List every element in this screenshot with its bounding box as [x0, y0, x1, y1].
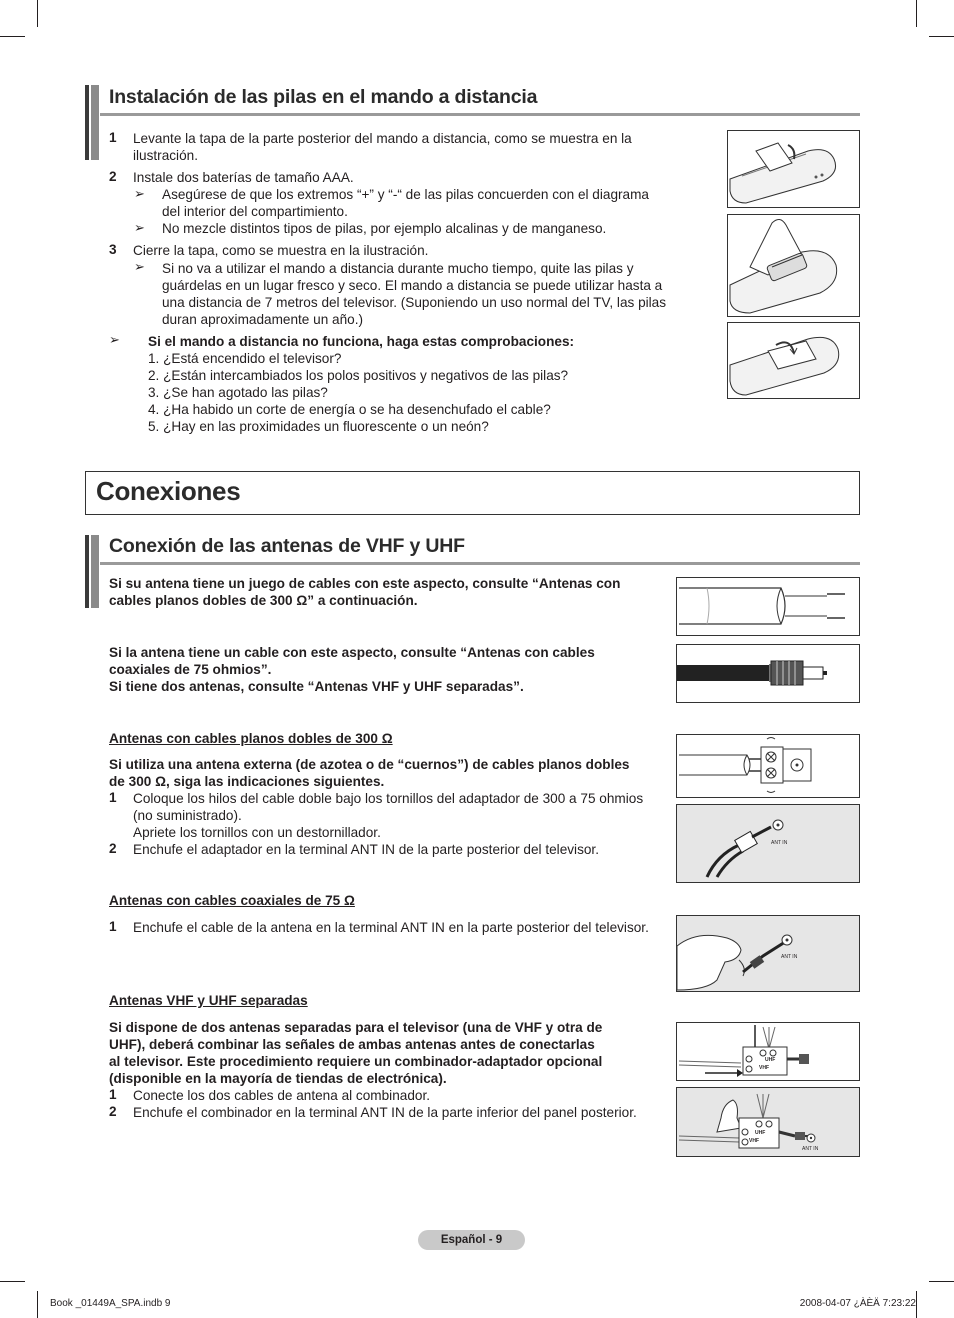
intro-text: Si su antena tiene un juego de cables con este aspecto, consulte “Antenas con — [109, 576, 621, 591]
footer-timestamp: 2008-04-07 ¿ÀÈÄ 7:23:22 — [799, 1298, 916, 1309]
step-text: Instale dos baterías de tamaño AAA. — [133, 170, 354, 185]
step-text: ilustración. — [133, 148, 198, 163]
note-text: una distancia de 7 metros del televisor. (Suponiendo un uso normal del TV, las pilas — [162, 295, 667, 310]
footer-file-info: Book _01449A_SPA.indb 9 — [50, 1298, 171, 1309]
ant-in-label: ANT IN — [771, 840, 788, 846]
crop-mark — [0, 1281, 25, 1282]
subsection-heading: Antenas con cables coaxiales de 75 Ω — [109, 893, 355, 908]
crop-mark — [929, 36, 954, 37]
step-number: 1 — [109, 790, 117, 805]
lead-text: UHF), deberá combinar las señales de ambas antenas antes de conectarlas — [109, 1037, 595, 1052]
note-arrow-icon: ➢ — [109, 332, 120, 347]
intro-text: cables planos dobles de 300 Ω” a continuación. — [109, 593, 418, 608]
subsection-heading: Antenas VHF y UHF separadas — [109, 993, 308, 1008]
note-text: Asegúrese de que los extremos “+” y “-“ de las pilas concuerden con el diagrama — [162, 187, 649, 202]
step-text: Coloque los hilos del cable doble bajo los tornillos del adaptador de 300 a 75 ohmios — [133, 791, 644, 806]
intro-text: coaxiales de 75 ohmios”. — [109, 662, 272, 677]
note-text: guárdelas en un lugar fresco y seco. El mando a distancia se puede utilizar hasta a — [162, 278, 663, 293]
step-number: 1 — [109, 919, 117, 934]
combiner-ant-in-figure — [676, 1087, 860, 1157]
lead-text: Si dispone de dos antenas separadas para el televisor (una de VHF y otra de — [109, 1020, 603, 1035]
crop-mark — [916, 1291, 917, 1318]
ant-in-label: ANT IN — [802, 1146, 819, 1152]
note-text: duran aproximadamente un año.) — [162, 312, 364, 327]
adapter-ant-in-figure — [676, 804, 860, 883]
note-arrow-icon: ➢ — [134, 220, 145, 235]
section-title: Conexión de las antenas de VHF y UHF — [109, 535, 465, 557]
step-text: Levante la tapa de la parte posterior del mando a distancia, como se muestra en la — [133, 131, 632, 146]
crop-mark — [929, 1281, 954, 1282]
note-text: del interior del compartimiento. — [162, 204, 348, 219]
lead-text: (disponible en la mayoría de tiendas de electrónica). — [109, 1071, 447, 1086]
check-item: 2. ¿Están intercambiados los polos positivos y negativos de las pilas? — [148, 368, 569, 383]
combiner-figure — [676, 1022, 860, 1081]
note-text: Si no va a utilizar el mando a distancia durante mucho tiempo, quite las pilas y — [162, 261, 634, 276]
step-number: 1 — [109, 1087, 117, 1102]
step-number: 3 — [109, 242, 117, 257]
step-number: 2 — [109, 169, 117, 184]
crop-mark — [916, 0, 917, 27]
remote-open-cover-figure — [727, 130, 860, 208]
vhf-label: VHF — [759, 1065, 769, 1071]
check-item: 1. ¿Está encendido el televisor? — [148, 351, 342, 366]
check-item: 4. ¿Ha habido un corte de energía o se ha desenchufado el cable? — [148, 402, 551, 417]
step-number: 1 — [109, 130, 117, 145]
crop-mark — [0, 36, 25, 37]
subsection-heading: Antenas con cables planos dobles de 300 Ω — [109, 731, 393, 746]
note-arrow-icon: ➢ — [134, 259, 145, 274]
crop-mark — [37, 0, 38, 27]
section-bar — [85, 535, 99, 608]
step-number: 2 — [109, 1104, 117, 1119]
twin-lead-cable-figure — [676, 577, 860, 636]
check-item: 5. ¿Hay en las proximidades un fluorescente o un neón? — [148, 419, 489, 434]
adapter-300-75-figure — [676, 734, 860, 798]
crop-mark — [37, 1291, 38, 1318]
ant-in-label: ANT IN — [781, 954, 798, 960]
step-text: Apriete los tornillos con un destornillador. — [133, 825, 381, 840]
check-item: 3. ¿Se han agotado las pilas? — [148, 385, 328, 400]
intro-text: Si tiene dos antenas, consulte “Antenas VHF y UHF separadas”. — [109, 679, 524, 694]
chapter-header — [85, 471, 860, 515]
section-title: Instalación de las pilas en el mando a distancia — [109, 86, 538, 108]
page-number-badge: Español - 9 — [418, 1230, 525, 1250]
remote-batteries-figure — [727, 214, 860, 317]
uhf-label: UHF — [755, 1130, 766, 1136]
section-bar — [85, 85, 99, 160]
section-rule — [100, 562, 860, 565]
coaxial-ant-in-figure — [676, 915, 860, 992]
step-number: 2 — [109, 841, 117, 856]
chapter-title: Conexiones — [96, 476, 241, 506]
lead-text: de 300 Ω, siga las indicaciones siguientes. — [109, 774, 385, 789]
note-arrow-icon: ➢ — [134, 186, 145, 201]
lead-text: al televisor. Este procedimiento requiere un combinador-adaptador opcional — [109, 1054, 603, 1069]
step-text: Enchufe el combinador en la terminal ANT IN de la parte inferior del panel posterior. — [133, 1105, 637, 1120]
check-heading: Si el mando a distancia no funciona, haga estas comprobaciones: — [148, 334, 575, 349]
remote-close-cover-figure — [727, 322, 860, 399]
step-text: Conecte los dos cables de antena al combinador. — [133, 1088, 430, 1103]
step-text: Enchufe el cable de la antena en la terminal ANT IN en la parte posterior del televisor. — [133, 920, 649, 935]
step-text: Cierre la tapa, como se muestra en la ilustración. — [133, 243, 429, 258]
coaxial-cable-figure — [676, 644, 860, 703]
section-rule — [100, 113, 860, 116]
note-text: No mezcle distintos tipos de pilas, por ejemplo alcalinas y de manganeso. — [162, 221, 607, 236]
intro-text: Si la antena tiene un cable con este aspecto, consulte “Antenas con cables — [109, 645, 595, 660]
uhf-label: UHF — [765, 1057, 776, 1063]
vhf-label: VHF — [749, 1138, 759, 1144]
step-text: (no suministrado). — [133, 808, 242, 823]
step-text: Enchufe el adaptador en la terminal ANT IN de la parte posterior del televisor. — [133, 842, 599, 857]
lead-text: Si utiliza una antena externa (de azotea o de “cuernos”) de cables planos dobles — [109, 757, 630, 772]
